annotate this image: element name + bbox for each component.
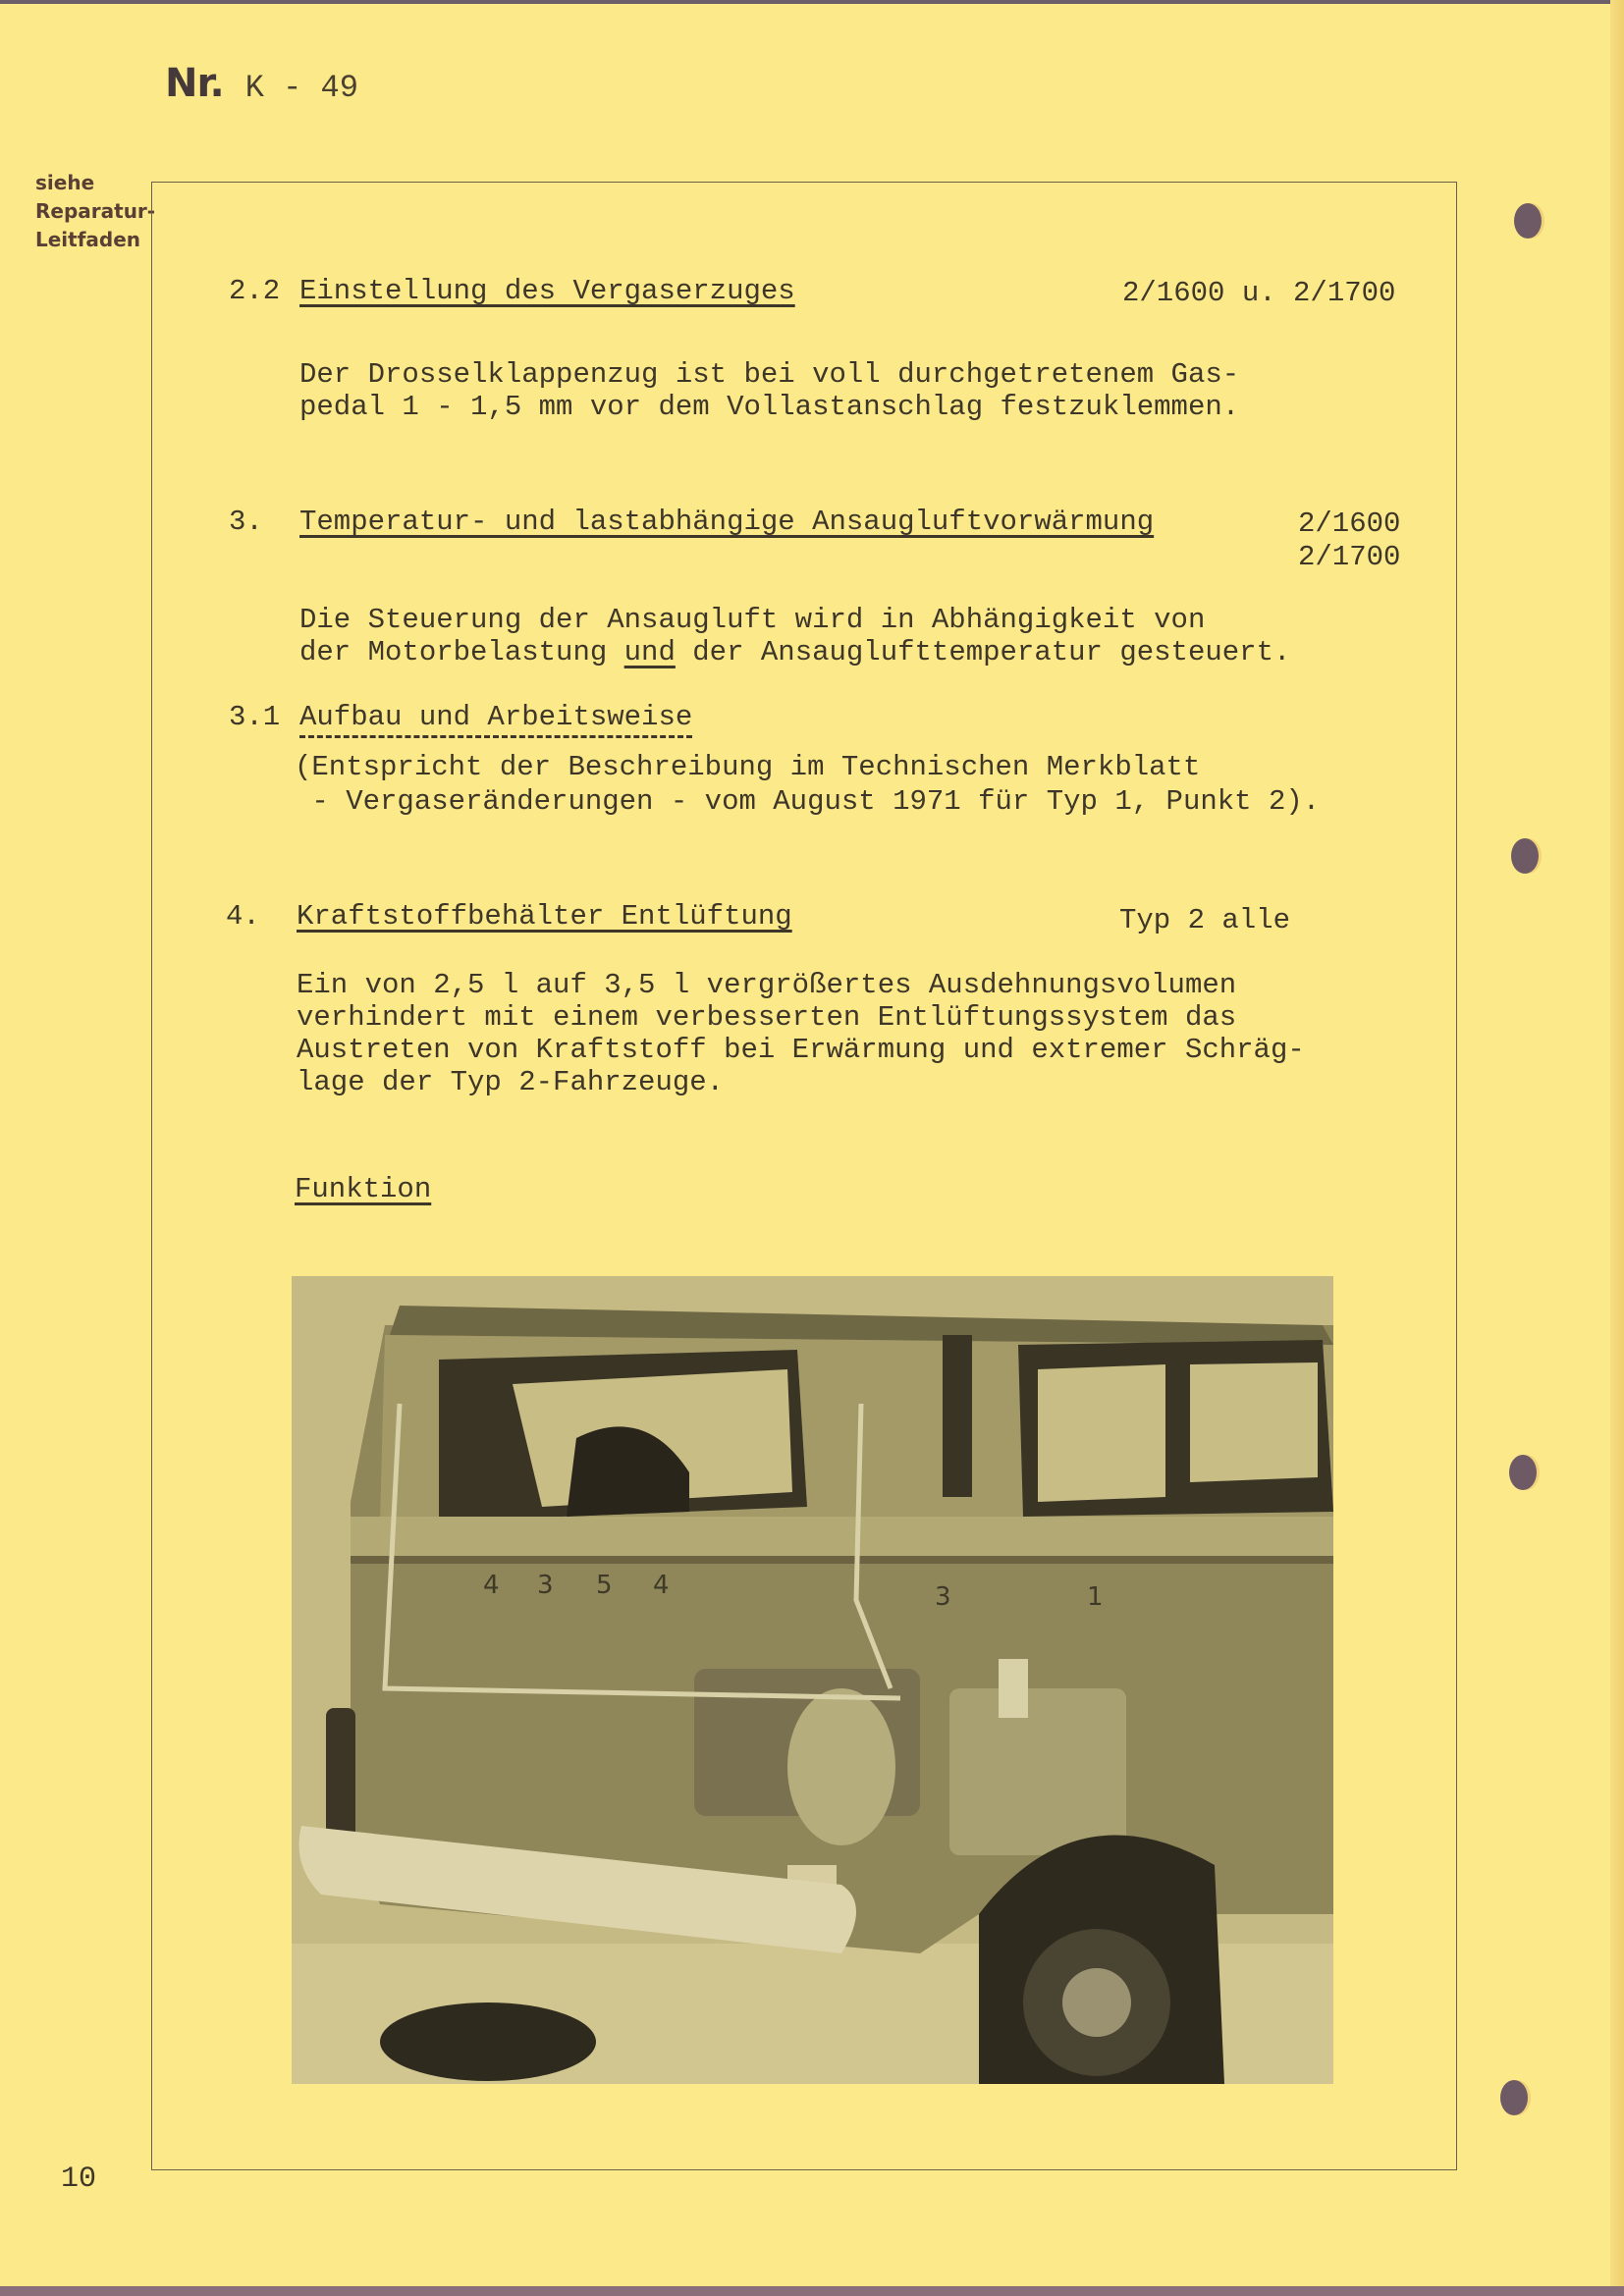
page-edge-right (1610, 0, 1624, 2286)
body-text: der Ansauglufttemperatur gesteuert. (675, 636, 1291, 668)
section-body-line: Ein von 2,5 l auf 3,5 l vergrößertes Ausdehnungsvolumen (297, 969, 1237, 1001)
section-body-line: lage der Typ 2-Fahrzeuge. (297, 1066, 725, 1098)
punch-hole (1509, 1455, 1537, 1490)
section-body-line: Die Steuerung der Ansaugluft wird in Abhängigkeit von (299, 604, 1206, 636)
section-title: Aufbau und Arbeitsweise (299, 701, 692, 738)
document-number-value: K - 49 (244, 70, 358, 106)
section-body-line (299, 636, 1290, 668)
section-title: Temperatur- und lastabhängige Ansaugluftvorwärmung (299, 506, 1155, 538)
figure-callout: 4 (483, 1571, 500, 1600)
figure-callout: 4 (653, 1571, 670, 1600)
side-note-line: Reparatur- (35, 199, 156, 223)
section-applies-to: 2/1600 (1298, 507, 1401, 540)
figure-callout: 5 (596, 1571, 613, 1600)
van-illustration (292, 1276, 1333, 2084)
body-text: der Motorbelastung (299, 636, 624, 668)
section-body-line: - Vergaseränderungen - vom August 1971 für Typ 1, Punkt 2). (295, 785, 1321, 818)
function-heading: Funktion (295, 1173, 432, 1205)
figure-callout: 3 (935, 1582, 951, 1612)
figure-photo (292, 1276, 1333, 2084)
side-note-line: Leitfaden (35, 228, 141, 251)
emphasis-und: und (623, 636, 676, 668)
punch-hole (1500, 2080, 1528, 2115)
section-number: 3.1 (229, 701, 281, 733)
section-number: 2.2 (229, 275, 281, 307)
document-number-label: Nr. (165, 61, 224, 106)
side-note (35, 169, 155, 254)
section-title: Kraftstoffbehälter Entlüftung (297, 900, 792, 933)
page-edge-bottom (0, 2286, 1624, 2296)
section-applies-to: Typ 2 alle (1119, 904, 1291, 936)
section-body-line: Austreten von Kraftstoff bei Erwärmung und extremer Schräg- (297, 1034, 1305, 1066)
section-number: 3. (229, 506, 263, 538)
section-applies-to: 2/1600 u. 2/1700 (1122, 277, 1396, 309)
figure-callout: 3 (537, 1571, 554, 1600)
side-note-line: siehe (35, 171, 95, 194)
figure-callout: 1 (1087, 1582, 1104, 1612)
section-applies-to: 2/1700 (1298, 541, 1401, 573)
section-title: Einstellung des Vergaserzuges (299, 275, 795, 307)
page-edge-top (0, 0, 1624, 4)
section-body-line: verhindert mit einem verbesserten Entlüftungssystem das (297, 1001, 1237, 1034)
section-body-line: pedal 1 - 1,5 mm vor dem Vollastanschlag festzuklemmen. (299, 391, 1240, 423)
section-body-line: (Entspricht der Beschreibung im Technischen Merkblatt (295, 751, 1201, 783)
page-number: 10 (61, 2163, 97, 2196)
section-body-line: Der Drosselklappenzug ist bei voll durchgetretenem Gas- (299, 358, 1240, 391)
punch-hole (1511, 838, 1539, 874)
section-number: 4. (226, 900, 260, 933)
document-number (165, 61, 358, 106)
punch-hole (1514, 203, 1542, 239)
